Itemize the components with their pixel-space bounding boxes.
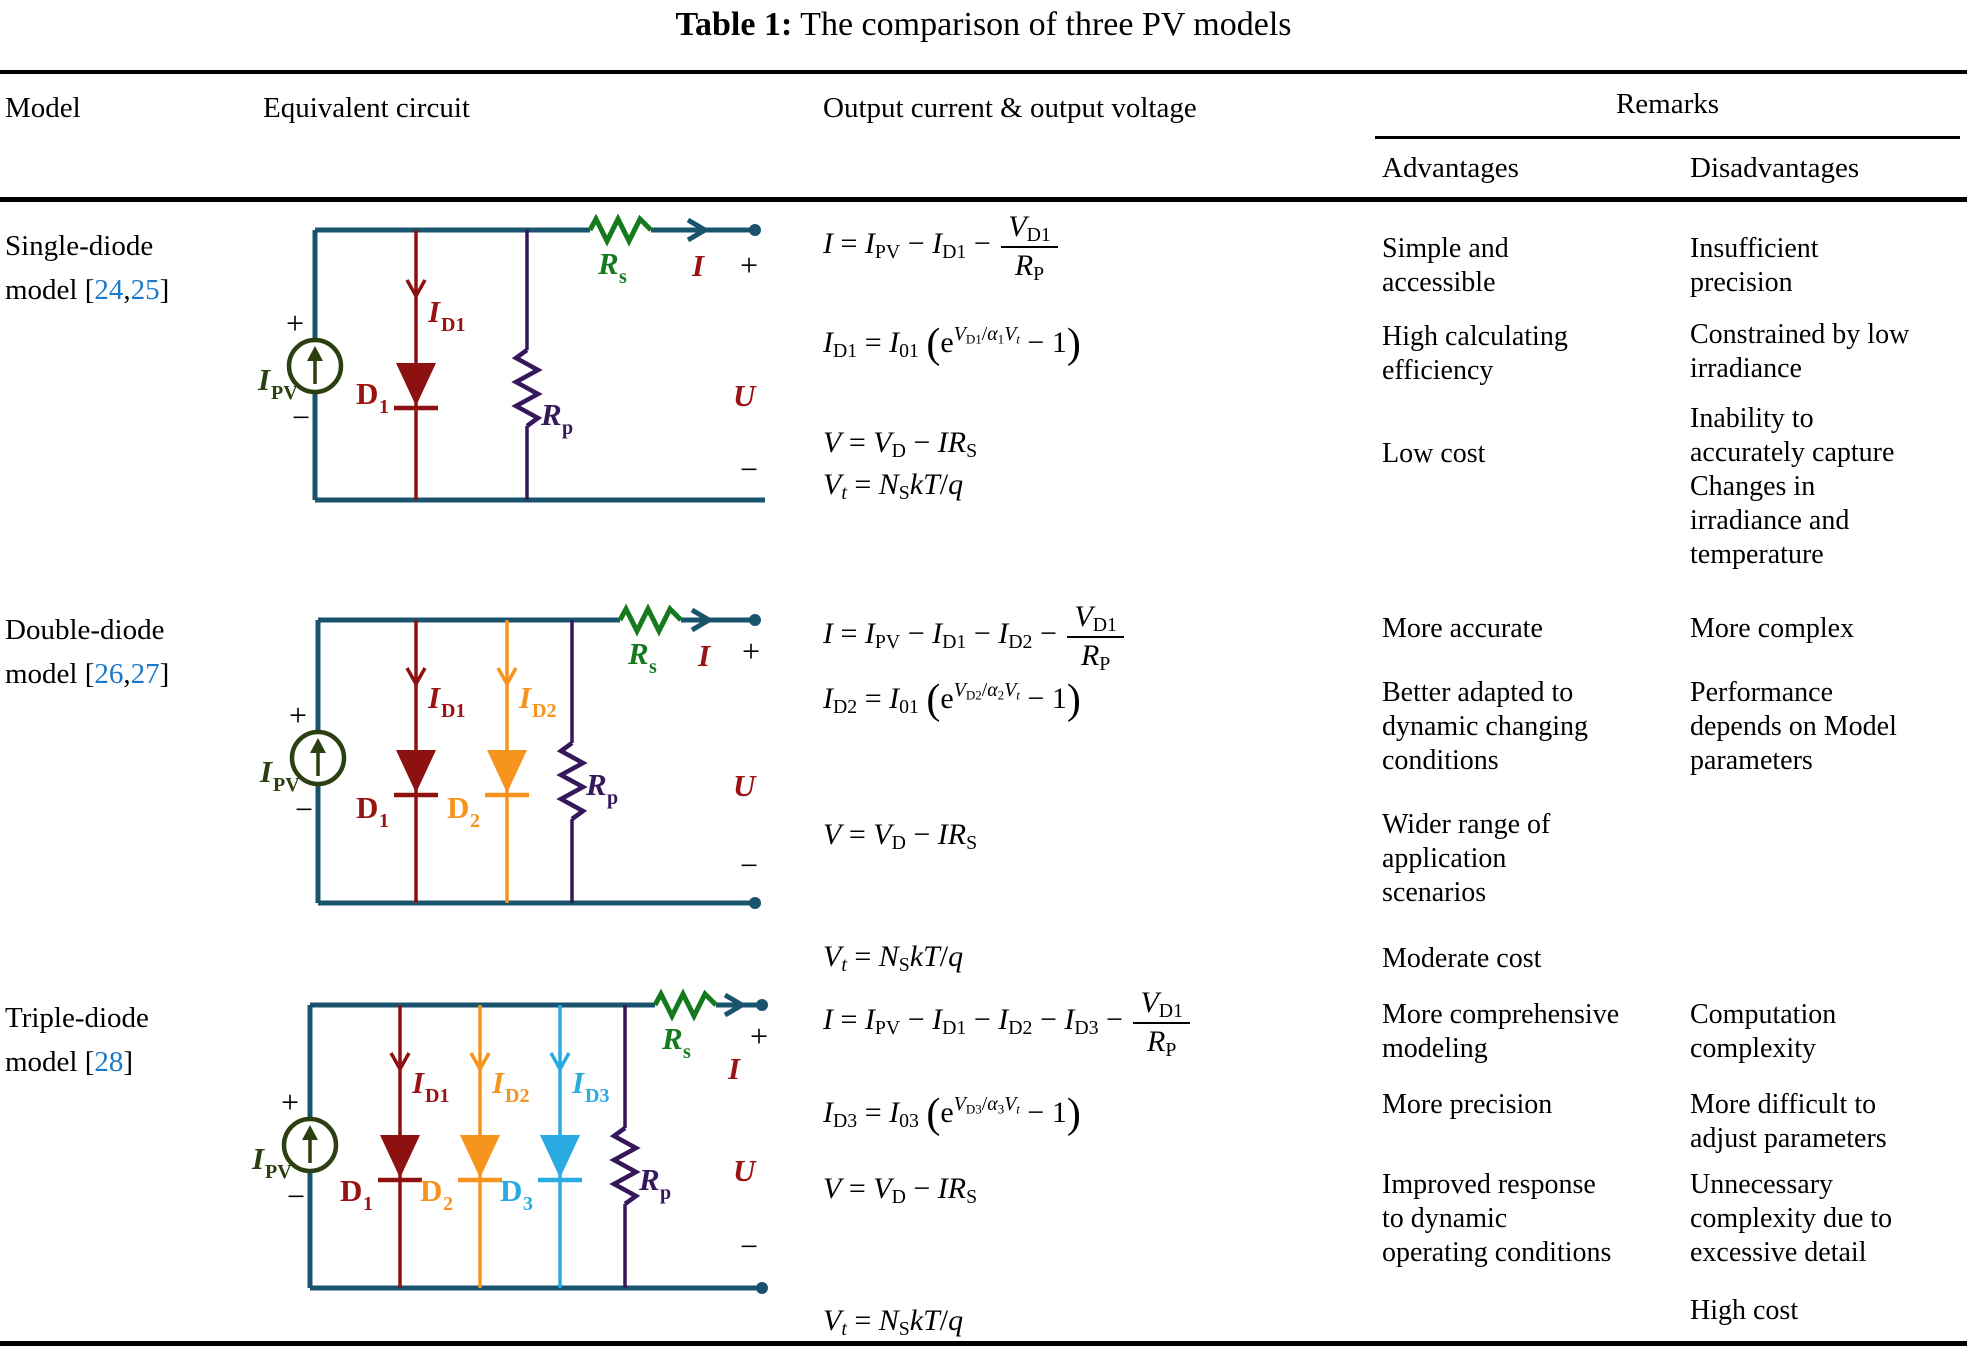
equation: $V = V_D - IR_S$ bbox=[823, 818, 978, 854]
disadvantage-item: Constrained by low irradiance bbox=[1690, 319, 1910, 384]
advantage-item: Simple and accessible bbox=[1382, 233, 1509, 298]
rp-label: R bbox=[639, 1162, 660, 1197]
id1-label-sub: D1 bbox=[441, 700, 466, 722]
shunt-resistor bbox=[516, 230, 573, 500]
column-header-circuit: Equivalent circuit bbox=[263, 92, 470, 124]
model-line2-close: ] bbox=[159, 658, 170, 690]
d2-label: D bbox=[420, 1173, 443, 1208]
current-source bbox=[259, 697, 344, 827]
model-cell-double-diode bbox=[5, 608, 169, 696]
d3-label-sub: 3 bbox=[523, 1193, 533, 1215]
output-current-label: I bbox=[698, 638, 711, 673]
rp-label-sub: p bbox=[660, 1182, 672, 1204]
column-header-disadvantages: Disadvantages bbox=[1690, 152, 1860, 184]
disadvantage-item: Unnecessary complexity due to excessive detail bbox=[1690, 1169, 1893, 1268]
rp-label: R bbox=[586, 767, 607, 802]
d1-label: D bbox=[356, 376, 379, 411]
output-voltage-label: U bbox=[733, 1153, 756, 1188]
equation: $I_{D2} = I_{01}$ $(e^{V_{D2}/\alpha_2V_t} - 1)$ bbox=[823, 677, 1081, 723]
d1-label-sub: 1 bbox=[363, 1193, 373, 1215]
advantage-item: Moderate cost bbox=[1382, 943, 1542, 974]
output-terminal-dot bbox=[756, 999, 768, 1011]
series-resistor-icon bbox=[655, 994, 716, 1016]
column-header-model: Model bbox=[5, 92, 81, 124]
series-resistor-icon bbox=[620, 609, 681, 631]
equation: $V_t = N_SkT/q$ bbox=[823, 468, 964, 504]
d1-label: D bbox=[356, 790, 379, 825]
table-title bbox=[0, 6, 1967, 44]
rs-label: R bbox=[598, 246, 619, 281]
d2-label-sub: 2 bbox=[443, 1193, 453, 1215]
output-minus-sign: − bbox=[740, 451, 759, 487]
current-source bbox=[257, 305, 341, 435]
rs-label-sub: s bbox=[619, 266, 627, 288]
d1-label-sub: 1 bbox=[379, 810, 389, 832]
source-plus-sign: + bbox=[289, 697, 308, 733]
circuit-triple-diode bbox=[230, 995, 790, 1295]
header-bottom-rule bbox=[0, 197, 1967, 202]
rp-label: R bbox=[541, 397, 562, 432]
citation-link[interactable]: 28 bbox=[94, 1046, 124, 1078]
equation: $I = I_{PV} - I_{D1}$ − $\frac{V_{D1}}{R_P}$ bbox=[823, 210, 1061, 282]
column-header-advantages: Advantages bbox=[1382, 152, 1519, 184]
output-terminal-dot bbox=[749, 224, 761, 236]
equation: $V = V_D - IR_S$ bbox=[823, 426, 978, 462]
model-cell-triple-diode bbox=[5, 996, 149, 1084]
disadvantage-item: Performance depends on Model parameters bbox=[1690, 677, 1897, 776]
output-plus-sign: + bbox=[742, 633, 761, 669]
id3-label-sub: D3 bbox=[585, 1085, 610, 1107]
output-current-label: I bbox=[692, 248, 705, 283]
ipv-label-sub: PV bbox=[271, 382, 298, 404]
citation-link[interactable]: 24 bbox=[94, 274, 124, 306]
remarks-subrule bbox=[1375, 136, 1960, 139]
advantage-item: More accurate bbox=[1382, 613, 1543, 644]
diode-d2 bbox=[447, 620, 556, 903]
output-terminal-dot bbox=[756, 1282, 768, 1294]
output-minus-sign: − bbox=[740, 1228, 759, 1264]
model-line1: Triple-diode bbox=[5, 1002, 149, 1034]
diode-d1 bbox=[340, 1005, 449, 1288]
output-terminal-dot bbox=[749, 897, 761, 909]
disadvantage-item: Computation complexity bbox=[1690, 999, 1837, 1064]
source-plus-sign: + bbox=[286, 305, 305, 341]
rs-label: R bbox=[628, 636, 649, 671]
disadvantage-item: More difficult to adjust parameters bbox=[1690, 1089, 1887, 1154]
rp-label-sub: p bbox=[607, 787, 619, 809]
equation: $I = I_{PV} - I_{D1} - I_{D2} - I_{D3}$ − $\frac{V_{D1}}{R_P}$ bbox=[823, 986, 1193, 1058]
ipv-label-sub: PV bbox=[265, 1161, 292, 1183]
source-plus-sign: + bbox=[281, 1084, 300, 1120]
shunt-resistor bbox=[561, 620, 618, 903]
model-cell-single-diode bbox=[5, 224, 169, 312]
equation: $I = I_{PV} - I_{D1} - I_{D2}$ − $\frac{V_{D1}}{R_P}$ bbox=[823, 600, 1127, 672]
table-title-label: Table 1: bbox=[675, 6, 793, 43]
model-line2: model [ bbox=[5, 274, 95, 306]
model-line2: model [ bbox=[5, 658, 95, 690]
circuit-single-diode bbox=[230, 218, 790, 518]
rp-label-sub: p bbox=[562, 417, 574, 439]
ipv-label-sub: PV bbox=[273, 774, 300, 796]
d2-label: D bbox=[447, 790, 470, 825]
ipv-label: I bbox=[260, 754, 273, 789]
id2-label: I bbox=[519, 680, 532, 715]
rs-label-sub: s bbox=[683, 1041, 691, 1063]
diode-d1 bbox=[356, 230, 465, 500]
diode-d3 bbox=[500, 1005, 609, 1288]
disadvantage-item: More complex bbox=[1690, 613, 1855, 644]
id1-label-sub: D1 bbox=[441, 314, 466, 336]
wire-frame bbox=[310, 995, 762, 1288]
advantage-item: Low cost bbox=[1382, 438, 1486, 469]
output-terminal-dot bbox=[749, 614, 761, 626]
output-minus-sign: − bbox=[740, 847, 759, 883]
model-line1: Double-diode bbox=[5, 614, 165, 646]
column-header-remarks: Remarks bbox=[1615, 88, 1720, 120]
d1-label-sub: 1 bbox=[379, 396, 389, 418]
id2-label-sub: D2 bbox=[505, 1085, 530, 1107]
id1-label: I bbox=[412, 1065, 425, 1100]
top-rule bbox=[0, 70, 1967, 74]
citation-link[interactable]: 27 bbox=[130, 658, 160, 690]
disadvantage-item: High cost bbox=[1690, 1295, 1799, 1326]
output-plus-sign: + bbox=[750, 1018, 769, 1054]
id1-label: I bbox=[428, 294, 441, 329]
model-line2: model [ bbox=[5, 1046, 95, 1078]
d2-label-sub: 2 bbox=[470, 810, 480, 832]
output-current-label: I bbox=[728, 1051, 741, 1086]
circuit-double-diode bbox=[230, 608, 790, 908]
source-minus-sign: − bbox=[287, 1178, 306, 1214]
output-voltage-label: U bbox=[733, 378, 756, 413]
equation: $V = V_D - IR_S$ bbox=[823, 1172, 978, 1208]
advantage-item: More comprehensive modeling bbox=[1382, 999, 1620, 1064]
advantage-item: Improved response to dynamic operating conditions bbox=[1382, 1169, 1612, 1268]
equation: $V_t = N_SkT/q$ bbox=[823, 940, 964, 976]
column-header-output: Output current & output voltage bbox=[823, 92, 1197, 124]
ipv-label: I bbox=[252, 1141, 265, 1176]
id2-label-sub: D2 bbox=[532, 700, 557, 722]
citation-separator: , bbox=[123, 274, 131, 306]
equation: $I_{D3} = I_{03}$ $(e^{V_{D3}/\alpha_3V_t} - 1)$ bbox=[823, 1091, 1081, 1137]
advantage-item: High calculating efficiency bbox=[1382, 321, 1568, 386]
disadvantage-item: Inability to accurately capture Changes in irradiance and temperature bbox=[1690, 403, 1895, 570]
current-source bbox=[251, 1084, 336, 1214]
model-line2-close: ] bbox=[123, 1046, 134, 1078]
id1-label-sub: D1 bbox=[425, 1085, 450, 1107]
advantage-item: Wider range of application scenarios bbox=[1382, 809, 1551, 908]
rs-label: R bbox=[662, 1021, 683, 1056]
disadvantage-item: Insufficient precision bbox=[1690, 233, 1819, 298]
rs-label-sub: s bbox=[649, 656, 657, 678]
source-minus-sign: − bbox=[292, 399, 311, 435]
advantage-item: Better adapted to dynamic changing conditions bbox=[1382, 677, 1589, 776]
ipv-label: I bbox=[258, 362, 271, 397]
model-line2-close: ] bbox=[159, 274, 170, 306]
wire-frame bbox=[318, 610, 755, 903]
id2-label: I bbox=[492, 1065, 505, 1100]
output-plus-sign: + bbox=[740, 247, 759, 283]
id1-label: I bbox=[428, 680, 441, 715]
diode-d2 bbox=[420, 1005, 529, 1288]
advantage-item: More precision bbox=[1382, 1089, 1553, 1120]
series-resistor-icon bbox=[590, 219, 651, 241]
citation-link[interactable]: 25 bbox=[130, 274, 160, 306]
equation: $V_t = N_SkT/q$ bbox=[823, 1304, 964, 1340]
citation-separator: , bbox=[123, 658, 131, 690]
diode-d1 bbox=[356, 620, 465, 903]
d3-label: D bbox=[500, 1173, 523, 1208]
bottom-rule bbox=[0, 1341, 1967, 1346]
model-line1: Single-diode bbox=[5, 230, 154, 262]
table-title-text: The comparison of three PV models bbox=[792, 6, 1292, 43]
source-minus-sign: − bbox=[295, 791, 314, 827]
id3-label: I bbox=[572, 1065, 585, 1100]
d1-label: D bbox=[340, 1173, 363, 1208]
citation-link[interactable]: 26 bbox=[94, 658, 124, 690]
equation: $I_{D1} = I_{01}$ $(e^{V_{D1}/\alpha_1V_t} - 1)$ bbox=[823, 321, 1081, 367]
output-voltage-label: U bbox=[733, 768, 756, 803]
